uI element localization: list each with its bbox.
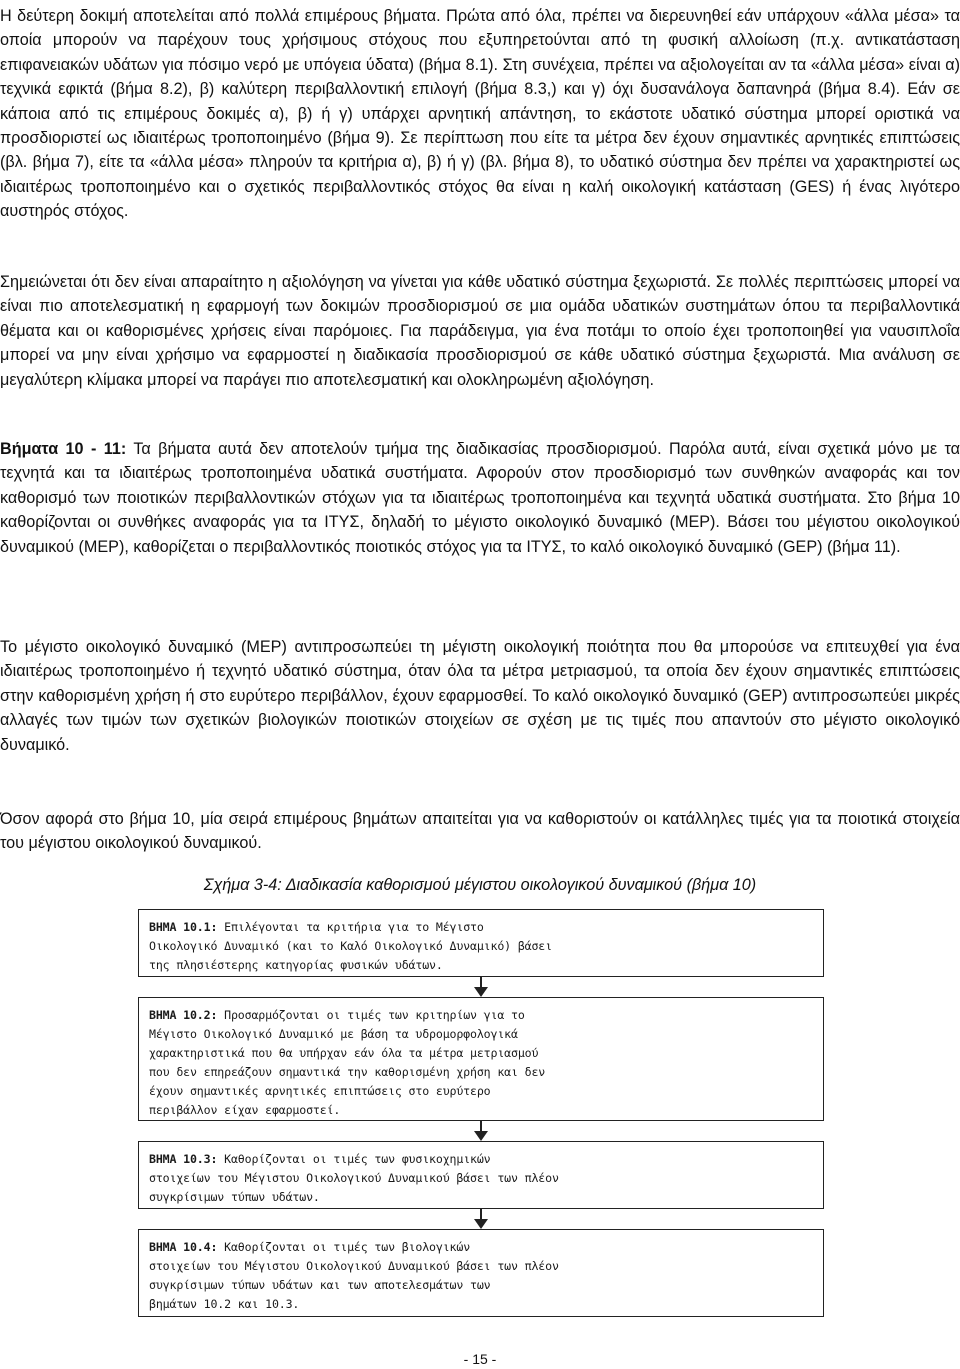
step-10-1-line-1: Επιλέγονται τα κριτήρια για το Μέγιστο [217, 920, 484, 934]
step-10-2-line-3: χαρακτηριστικά που θα υπήρχαν εάν όλα τα μέτρα μετριασμού [149, 1046, 539, 1060]
step-10-3-line-1: Καθορίζονται οι τιμές των φυσικοχημικών [217, 1152, 491, 1166]
step-10-4-line-3: συγκρίσιμων τύπων υδάτων και των αποτελεσμάτων των [149, 1278, 491, 1292]
steps-10-11-text: Τα βήματα αυτά δεν αποτελούν τμήμα της διαδικασίας προσδιορισμού. Παρόλα αυτά, είναι σχετικά μόνο με τα τεχνητά και τα ιδιαιτέρως τροποποιημένα υδατικά συστήματα. Αφορούν στον προσδιορισμό των συνθηκών αναφοράς και τον καθορισμό των ποιοτικών περιβαλλοντικών στόχων για τα ιδιαιτέρως τροποποιημένα και τεχνητά υδατικά συστήματα. Στο βήμα 10 καθορίζονται οι συνθήκες αναφοράς για τα ΙΤΥΣ, δηλαδή το μέγιστο οικολογικό δυναμικό (MEP). Βάσει του μέγιστου οικολογικού δυναμικού (MEP), καθορίζεται ο περιβαλλοντικός ποιοτικός στόχος για τα ΙΤΥΣ, το καλό οικολογικό δυναμικό (GEP) (βήμα 11). [0, 440, 960, 556]
step-10-2-line-2: Μέγιστο Οικολογικό Δυναμικό με βάση τα υδρομορφολογικά [149, 1027, 518, 1041]
paragraph-step-10: Όσον αφορά στο βήμα 10, μία σειρά επιμέρους βημάτων απαιτείται για να καθοριστούν οι κατάλληλες τιμές για τα ποιοτικά στοιχεία του μέγιστου οικολογικού δυναμικού. [0, 810, 960, 853]
step-10-2-heading: ΒΗΜΑ 10.2: [149, 1008, 218, 1022]
step-10-4-line-4: βημάτων 10.2 και 10.3. [149, 1297, 300, 1311]
flow-arrow-2 [478, 1121, 484, 1141]
steps-10-11-heading: Βήματα 10 - 11: [0, 440, 127, 458]
flow-arrow-3 [478, 1209, 484, 1229]
step-10-4-line-1: Καθορίζονται οι τιμές των βιολογικών [217, 1240, 471, 1254]
paragraph-second-test: Η δεύτερη δοκιμή αποτελείται από πολλά επιμέρους βήματα. Πρώτα από όλα, πρέπει να διερευνηθεί εάν υπάρχουν «άλλα μέσα» τα οποία μπορούν να παρέχουν τους χρήσιμους στόχους που εξυπηρετούνται από τη φυσική αλλοίωση (π.χ. αντικατάσταση επιφανειακών υδάτων για πόσιμο νερό με υπόγεια ύδατα) (βήμα 8.1). Στη συνέχεια, πρέπει να αξιολογείται αν τα «άλλα μέσα» είναι α) τεχνικά εφικτά (βήμα 8.2), β) καλύτερη περιβαλλοντική επιλογή (βήμα 8.3,) και γ) όχι δυσανάλογα δαπανηρά (βήμα 8.4). Εάν σε κάποια από τις επιμέρους δοκιμές α), β) ή γ) υπάρχει αρνητική απάντηση, το εκάστοτε υδατικό σύστημα μπορεί οριστικά να προσδιοριστεί ως ιδιαιτέρως τροποποιημένο (βήμα 9). Σε περίπτωση που είτε τα μέτρα δεν έχουν σημαντικές αρνητικές επιπτώσεις (βλ. βήμα 7), είτε τα «άλλα μέσα» πληρούν τα κριτήρια α), β) ή γ) (βλ. βήμα 8), το υδατικό σύστημα δεν πρέπει να χαρακτηριστεί ως ιδιαιτέρως τροποποιημένο και ο σχετικός περιβαλλοντικός στόχος θα είναι η καλή οικολογική κατάσταση (GES) ή ένας λιγότερο αυστηρός στόχος. [0, 7, 960, 221]
flow-box-step-10-1 [138, 909, 824, 977]
step-10-2-line-6: περιβάλλον είχαν εφαρμοστεί. [149, 1103, 341, 1117]
step-10-3-line-2: στοιχείων του Μέγιστου Οικολογικού Δυναμικού βάσει των πλέον [149, 1171, 559, 1185]
step-10-2-line-5: έχουν σημαντικές αρνητικές επιπτώσεις στο ευρύτερο [149, 1084, 491, 1098]
page-number: - 15 - [463, 1351, 497, 1367]
flow-box-step-10-3 [138, 1141, 824, 1209]
step-10-1-line-3: της πλησιέστερης κατηγορίας φυσικών υδάτων. [149, 958, 443, 972]
flow-box-step-10-4 [138, 1229, 824, 1317]
step-10-4-line-2: στοιχείων του Μέγιστου Οικολογικού Δυναμικού βάσει των πλέον [149, 1259, 559, 1273]
flow-box-step-10-2 [138, 997, 824, 1121]
step-10-2-line-1: Προσαρμόζονται οι τιμές των κριτηρίων για το [217, 1008, 525, 1022]
step-10-1-heading: ΒΗΜΑ 10.1: [149, 920, 218, 934]
flowchart [138, 909, 826, 1329]
step-10-3-line-3: συγκρίσιμων τύπων υδάτων. [149, 1190, 320, 1204]
step-10-1-line-2: Οικολογικό Δυναμικό (και το Καλό Οικολογικό Δυναμικό) βάσει [149, 939, 552, 953]
figure-caption: Σχήμα 3-4: Διαδικασία καθορισμού μέγιστου οικολογικού δυναμικού (βήμα 10) [203, 876, 757, 894]
step-10-3-heading: ΒΗΜΑ 10.3: [149, 1152, 218, 1166]
paragraph-mep-definition: Το μέγιστο οικολογικό δυναμικό (MEP) αντιπροσωπεύει τη μέγιστη οικολογική ποιότητα που θα μπορούσε να επιτευχθεί για ένα ιδιαιτέρως τροποποιημένο ή τεχνητό υδατικό σύστημα, όταν όλα τα μέτρα μετριασμού, τα οποία δεν έχουν σημαντικές επιπτώσεις στην καθορισμένη χρήση ή στο ευρύτερο περιβάλλον, έχουν εφαρμοσθεί. Το καλό οικολογικό δυναμικό (GEP) αντιπροσωπεύει μικρές αλλαγές των τιμών των σχετικών βιολογικών ποιοτικών στοιχείων σε σχέση με τις τιμές που απαντούν στο μέγιστο οικολογικό δυναμικό. [0, 638, 960, 754]
step-10-4-heading: ΒΗΜΑ 10.4: [149, 1240, 218, 1254]
flow-arrow-1 [478, 977, 484, 997]
paragraph-steps-10-11 [0, 437, 960, 559]
paragraph-grouping-note: Σημειώνεται ότι δεν είναι απαραίτητο η αξιολόγηση να γίνεται για κάθε υδατικό σύστημα ξεχωριστά. Σε πολλές περιπτώσεις μπορεί να είναι πιο αποτελεσματική η εφαρμογή των δοκιμών προσδιορισμού σε μια ομάδα υδατικών συστημάτων όπου τα περιβαλλοντικά θέματα και οι καθορισμένες χρήσεις είναι παρόμοιες. Για παράδειγμα, για ένα ποτάμι το οποίο έχει τροποποιηθεί για ναυσιπλοΐα μπορεί να μην είναι χρήσιμο να εφαρμοστεί η διαδικασία προσδιορισμού σε κάθε υδατικό σύστημα ξεχωριστά. Μια ανάλυση σε μεγαλύτερη κλίμακα μπορεί να παράγει πιο αποτελεσματική και ολοκληρωμένη αξιολόγηση. [0, 273, 960, 389]
step-10-2-line-4: που δεν επηρεάζουν σημαντικά την καθορισμένη χρήση και δεν [149, 1065, 546, 1079]
